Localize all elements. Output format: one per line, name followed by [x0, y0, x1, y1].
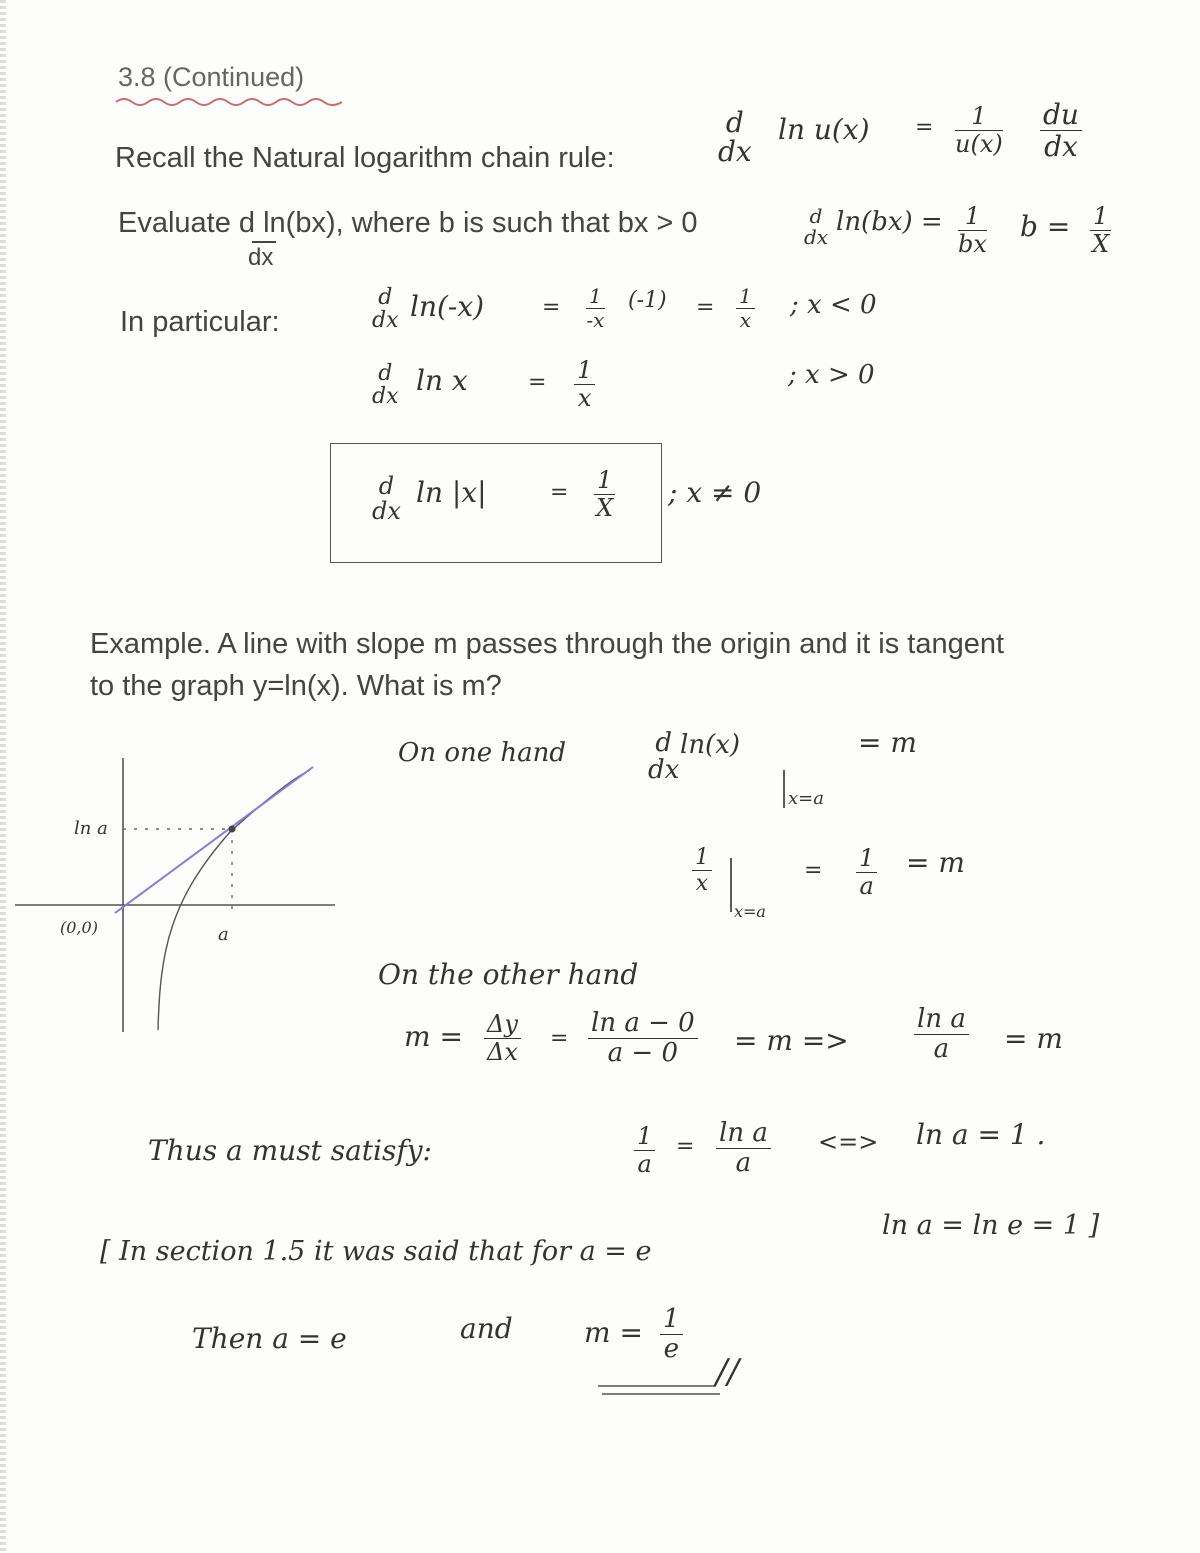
one-hand-eq-m2: = m: [906, 846, 965, 879]
bx: bx: [958, 230, 987, 259]
eval-hw-frac: [958, 204, 987, 257]
one-over-a: [856, 846, 877, 899]
d: d: [725, 106, 744, 139]
dx: dx: [1044, 130, 1078, 164]
row2-ln: ln x: [416, 364, 468, 397]
recall-label: Recall the Natural logarithm chain rule:: [115, 142, 615, 174]
den: a − 0: [607, 1038, 679, 1069]
dx: dx: [372, 497, 401, 526]
eval-bar: [781, 770, 787, 810]
a: a: [859, 872, 874, 901]
one: 1: [577, 356, 593, 384]
row3-eq: =: [550, 480, 569, 505]
one-hand-eval: x=a: [788, 788, 824, 809]
and-word: and: [460, 1312, 513, 1345]
row2-frac: [574, 358, 595, 411]
eval-hw-b-frac: [1090, 204, 1111, 257]
tangent-graph: [10, 750, 350, 1040]
dx: dx: [648, 755, 680, 786]
tangent-line: [115, 767, 313, 913]
dx: dx: [804, 225, 829, 249]
row2-eq: =: [528, 370, 547, 395]
dx: dx: [718, 135, 752, 169]
row3-cond: ; x ≠ 0: [668, 476, 762, 509]
note-text: [ In section 1.5 it was said that for a = e: [100, 1236, 652, 1267]
graph-label-origin: (0,0): [60, 918, 98, 937]
row1-eq2: =: [696, 295, 715, 320]
note-right: ln a = ln e = 1 ]: [882, 1210, 1100, 1241]
example-line2: to the graph y=ln(x). What is m?: [90, 670, 502, 702]
e: e: [663, 1334, 679, 1365]
thus-result: ln a = 1 .: [916, 1118, 1046, 1151]
other-hand-label: On the other hand: [378, 958, 639, 991]
dx: dx: [372, 308, 399, 334]
du: du: [1043, 98, 1079, 131]
lna0-over-a0: [588, 1010, 698, 1068]
row1-neg1: (-1): [628, 288, 667, 313]
one: 1: [695, 845, 709, 870]
end-mark: //: [716, 1352, 739, 1392]
d: d: [809, 204, 823, 228]
one: 1: [637, 1122, 653, 1150]
graph-label-lna: ln a: [74, 818, 108, 839]
row3-ln: ln |x|: [416, 476, 487, 509]
thus-iff: <=>: [818, 1128, 879, 1156]
lna: ln a: [719, 1118, 768, 1148]
dx: dx: [372, 384, 399, 410]
evaluate-label: Evaluate d ln(bx), where b is such that bx > 0: [118, 207, 698, 239]
num: ln a − 0: [591, 1008, 695, 1038]
one: 1: [663, 1304, 680, 1334]
row1-frac2: [736, 286, 755, 331]
one-over-x: [692, 846, 712, 895]
one-hand-ln: ln(x): [680, 730, 741, 760]
tangent-point: [229, 826, 236, 833]
row1-eq1: =: [542, 295, 561, 320]
recall-du-dx: [1040, 100, 1082, 162]
row3-frac: [594, 468, 615, 521]
row3-ddx: [372, 474, 401, 524]
thus-lna-over-a: [716, 1120, 771, 1178]
row1-ln: ln(-x): [410, 290, 485, 323]
example-line1: Example. A line with slope m passes through the origin and it is tangent: [90, 628, 1005, 660]
one-hand-label: On one hand: [398, 738, 567, 768]
eval-hw-b: b =: [1020, 210, 1071, 243]
one: 1: [859, 844, 875, 872]
dy-over-dx: [484, 1012, 521, 1065]
graph-label-a: a: [218, 924, 229, 945]
thus-eq: =: [676, 1134, 695, 1159]
row1-frac1: [586, 286, 605, 331]
m-eq: m =: [584, 1316, 643, 1349]
row2-cond: ; x > 0: [788, 360, 875, 390]
a: a: [933, 1034, 950, 1065]
eval-hw-ln: ln(bx) =: [836, 207, 943, 237]
section-title: 3.8 (Continued): [118, 62, 305, 92]
x: x: [695, 871, 709, 897]
u: u(x): [955, 130, 1003, 159]
other-eq-m: = m =>: [734, 1024, 849, 1057]
one: 1: [589, 284, 602, 308]
other-eq-m2: = m: [1004, 1022, 1063, 1055]
other-m-eq: m =: [404, 1020, 463, 1053]
one: 1: [971, 102, 987, 130]
title-underline: [114, 92, 354, 112]
lna-over-a: [914, 1006, 969, 1064]
one: 1: [1093, 202, 1109, 230]
d: d: [378, 472, 395, 500]
particular-label: In particular:: [120, 306, 280, 338]
d: d: [378, 285, 393, 310]
neg-x: -x: [586, 308, 605, 332]
lna: ln a: [917, 1004, 966, 1034]
thus-label: Thus a must satisfy:: [148, 1134, 432, 1167]
row2-ddx: [372, 362, 399, 408]
other-eq: =: [550, 1026, 569, 1051]
one: 1: [739, 284, 752, 308]
d: d: [655, 728, 672, 758]
recall-eq: =: [915, 115, 934, 140]
ln-curve: [158, 770, 310, 1030]
one-hand-eval2: x=a: [734, 902, 766, 921]
x: x: [739, 308, 751, 332]
row1-ddx: [372, 286, 399, 332]
recall-one-over-u: [955, 104, 1003, 157]
one: 1: [964, 202, 981, 230]
row1-cond: ; x < 0: [790, 290, 877, 320]
x: x: [577, 384, 592, 413]
x: X: [596, 494, 614, 523]
a: a: [637, 1150, 652, 1179]
evaluate-dx: dx: [248, 244, 274, 271]
eval-hw-ddx: [804, 206, 828, 248]
thus-one-over-a: [634, 1124, 655, 1177]
then-a-e: Then a = e: [192, 1322, 347, 1355]
one-hand-eq: =: [804, 858, 823, 883]
recall-ln-u: ln u(x): [778, 113, 870, 146]
a: a: [735, 1148, 752, 1179]
d: d: [378, 361, 393, 386]
x: X: [1092, 230, 1110, 259]
recall-d-dx: [718, 108, 752, 167]
scan-edge: [0, 0, 6, 1553]
one-hand-ddx: [648, 730, 679, 785]
one-hand-eq-m: = m: [858, 726, 917, 759]
one: 1: [597, 466, 613, 494]
dy: Δy: [487, 1010, 518, 1038]
dx: Δx: [487, 1038, 518, 1067]
